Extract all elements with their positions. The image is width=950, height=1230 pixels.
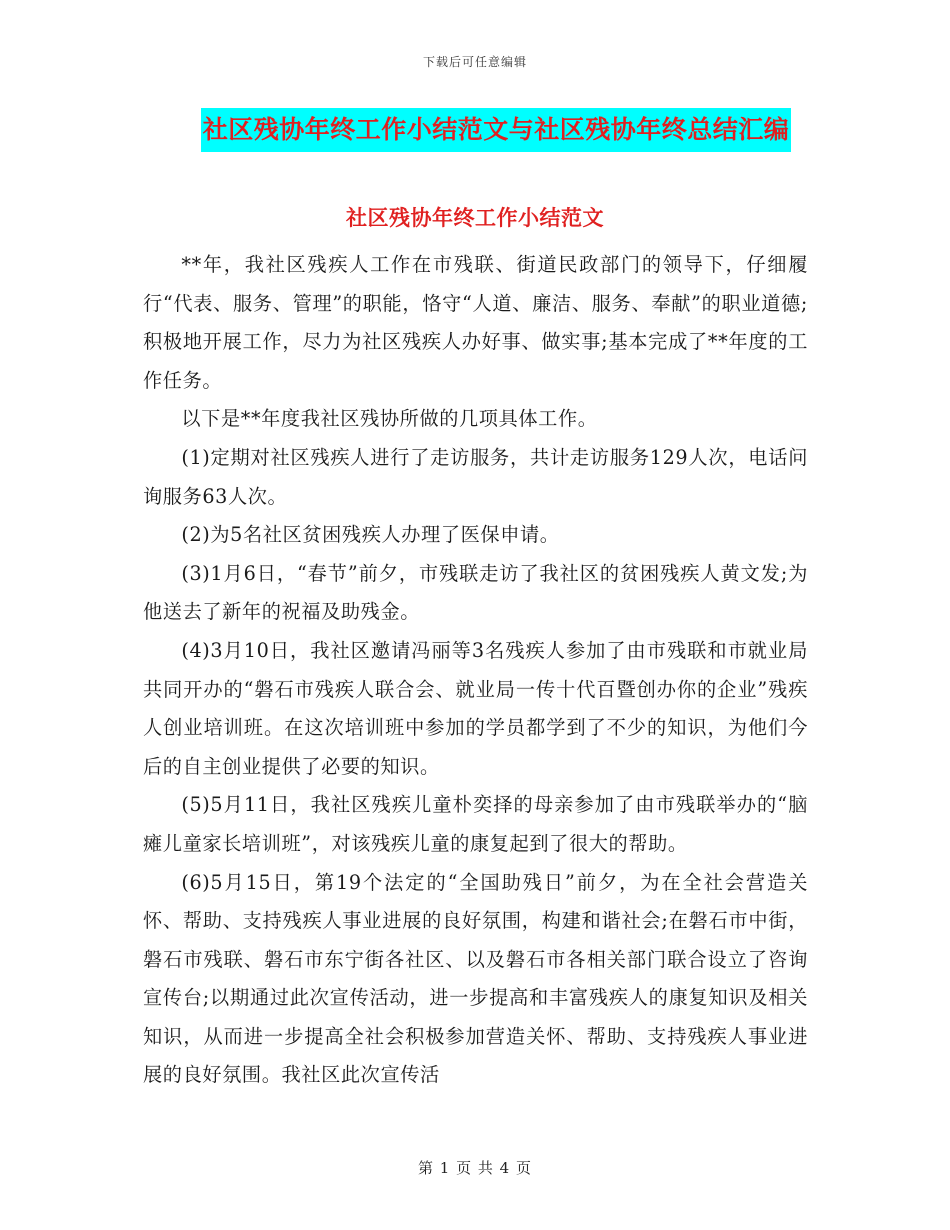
document-body — [143, 246, 808, 1095]
header-note: 下载后可任意编辑 — [422, 55, 527, 69]
paragraph: (3)1月6日，“春节”前夕，市残联走访了我社区的贫困残疾人黄文发;为他送去了新年的祝福及助残金。 — [143, 561, 808, 624]
page-number-label: 第 1 页 共 4 页 — [418, 1159, 532, 1177]
paragraph: 以下是**年度我社区残协所做的几项具体工作。 — [181, 407, 598, 431]
section-title: 社区残协年终工作小结范文 — [346, 205, 604, 230]
paragraph: (4)3月10日，我社区邀请冯丽等3名残疾人参加了由市残联和市就业局共同开办的“磐石市残疾人联合会、就业局一传十代百暨创办你的企业”残疾人创业培训班。在这次培训班中参加的学员都学到了不少的知识，为他们今后的自主创业提供了必要的知识。 — [143, 638, 808, 778]
document-title: 社区残协年终工作小结范文与社区残协年终总结汇编 — [201, 108, 792, 152]
paragraph: (6)5月15日，第19个法定的“全国助残日”前夕，为在全社会营造关怀、帮助、支持残疾人事业进展的良好氛围，构建和谐社会;在磐石市中街，磐石市残联、磐石市东宁街各社区、以及磐石市各相关部门联合设立了咨询宣传台;以期通过此次宣传活动，进一步提高和丰富残疾人的康复知识及相关知识，从而进一步提高全社会积极参加营造关怀、帮助、支持残疾人事业进展的良好氛围。我社区此次宣传活 — [143, 870, 808, 1087]
paragraph: (5)5月11日，我社区残疾儿童朴奕择的母亲参加了由市残联举办的“脑瘫儿童家长培训班”，对该残疾儿童的康复起到了很大的帮助。 — [143, 793, 808, 855]
paragraph: (1)定期对社区残疾人进行了走访服务，共计走访服务129人次，电话问询服务63人次。 — [143, 445, 808, 508]
paragraph: (2)为5名社区贫困残疾人办理了医保申请。 — [181, 523, 560, 547]
page-footer — [0, 1157, 950, 1178]
paragraph: **年，我社区残疾人工作在市残联、街道民政部门的领导下，仔细履行“代表、服务、管理”的职能，恪守“人道、廉洁、服务、奉献”的职业道德;积极地开展工作，尽力为社区残疾人办好事、做实事;基本完成了**年度的工作任务。 — [143, 253, 808, 392]
document-title-container — [0, 108, 950, 152]
